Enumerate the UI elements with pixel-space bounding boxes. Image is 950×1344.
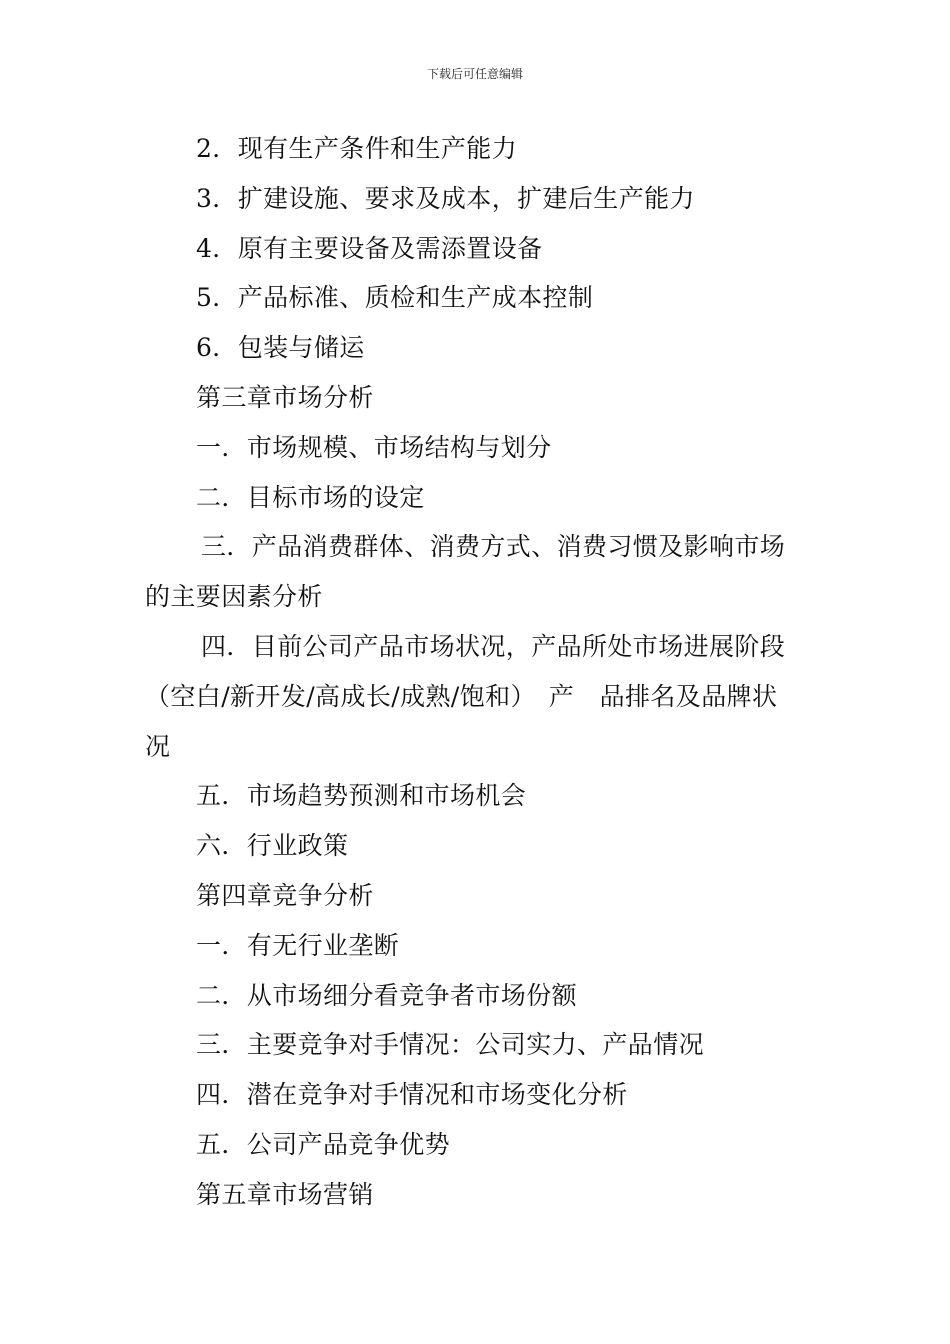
list-item: 三．产品消费群体、消费方式、消费习惯及影响市场 <box>201 532 786 562</box>
list-item: 一．市场规模、市场结构与划分 <box>196 432 552 462</box>
list-item: 三．主要竞争对手情况：公司实力、产品情况 <box>196 1030 705 1060</box>
list-item: 四．潜在竞争对手情况和市场变化分析 <box>196 1080 628 1110</box>
document-body <box>145 124 807 1220</box>
list-item: 二．目标市场的设定 <box>196 482 425 512</box>
list-item: 六．行业政策 <box>196 831 349 861</box>
list-item: 5．产品标准、质检和生产成本控制 <box>196 283 594 313</box>
list-item: 3．扩建设施、要求及成本，扩建后生产能力 <box>196 183 695 213</box>
list-item: 2．现有生产条件和生产能力 <box>196 134 518 163</box>
chapter-heading: 第四章竞争分析 <box>196 880 374 910</box>
list-item: 6．包装与储运 <box>196 333 365 363</box>
chapter-heading: 第五章市场营销 <box>196 1179 374 1209</box>
list-item-continuation: 的主要因素分析 <box>145 582 323 612</box>
list-item-continuation: （空白/新开发/高成长/成熟/饱和） 产 品排名及品牌状 <box>145 681 778 711</box>
list-item: 五．公司产品竞争优势 <box>196 1129 451 1159</box>
list-item: 一．有无行业垄断 <box>196 930 400 960</box>
chapter-heading: 第三章市场分析 <box>196 382 374 412</box>
list-item: 4．原有主要设备及需添置设备 <box>196 233 543 263</box>
list-item: 五．市场趋势预测和市场机会 <box>196 781 527 811</box>
list-item: 四．目前公司产品市场状况，产品所处市场进展阶段 <box>201 631 786 661</box>
list-item: 二．从市场细分看竞争者市场份额 <box>196 980 578 1010</box>
page-header-note: 下载后可任意编辑 <box>426 67 523 81</box>
list-item-continuation: 况 <box>145 731 171 761</box>
